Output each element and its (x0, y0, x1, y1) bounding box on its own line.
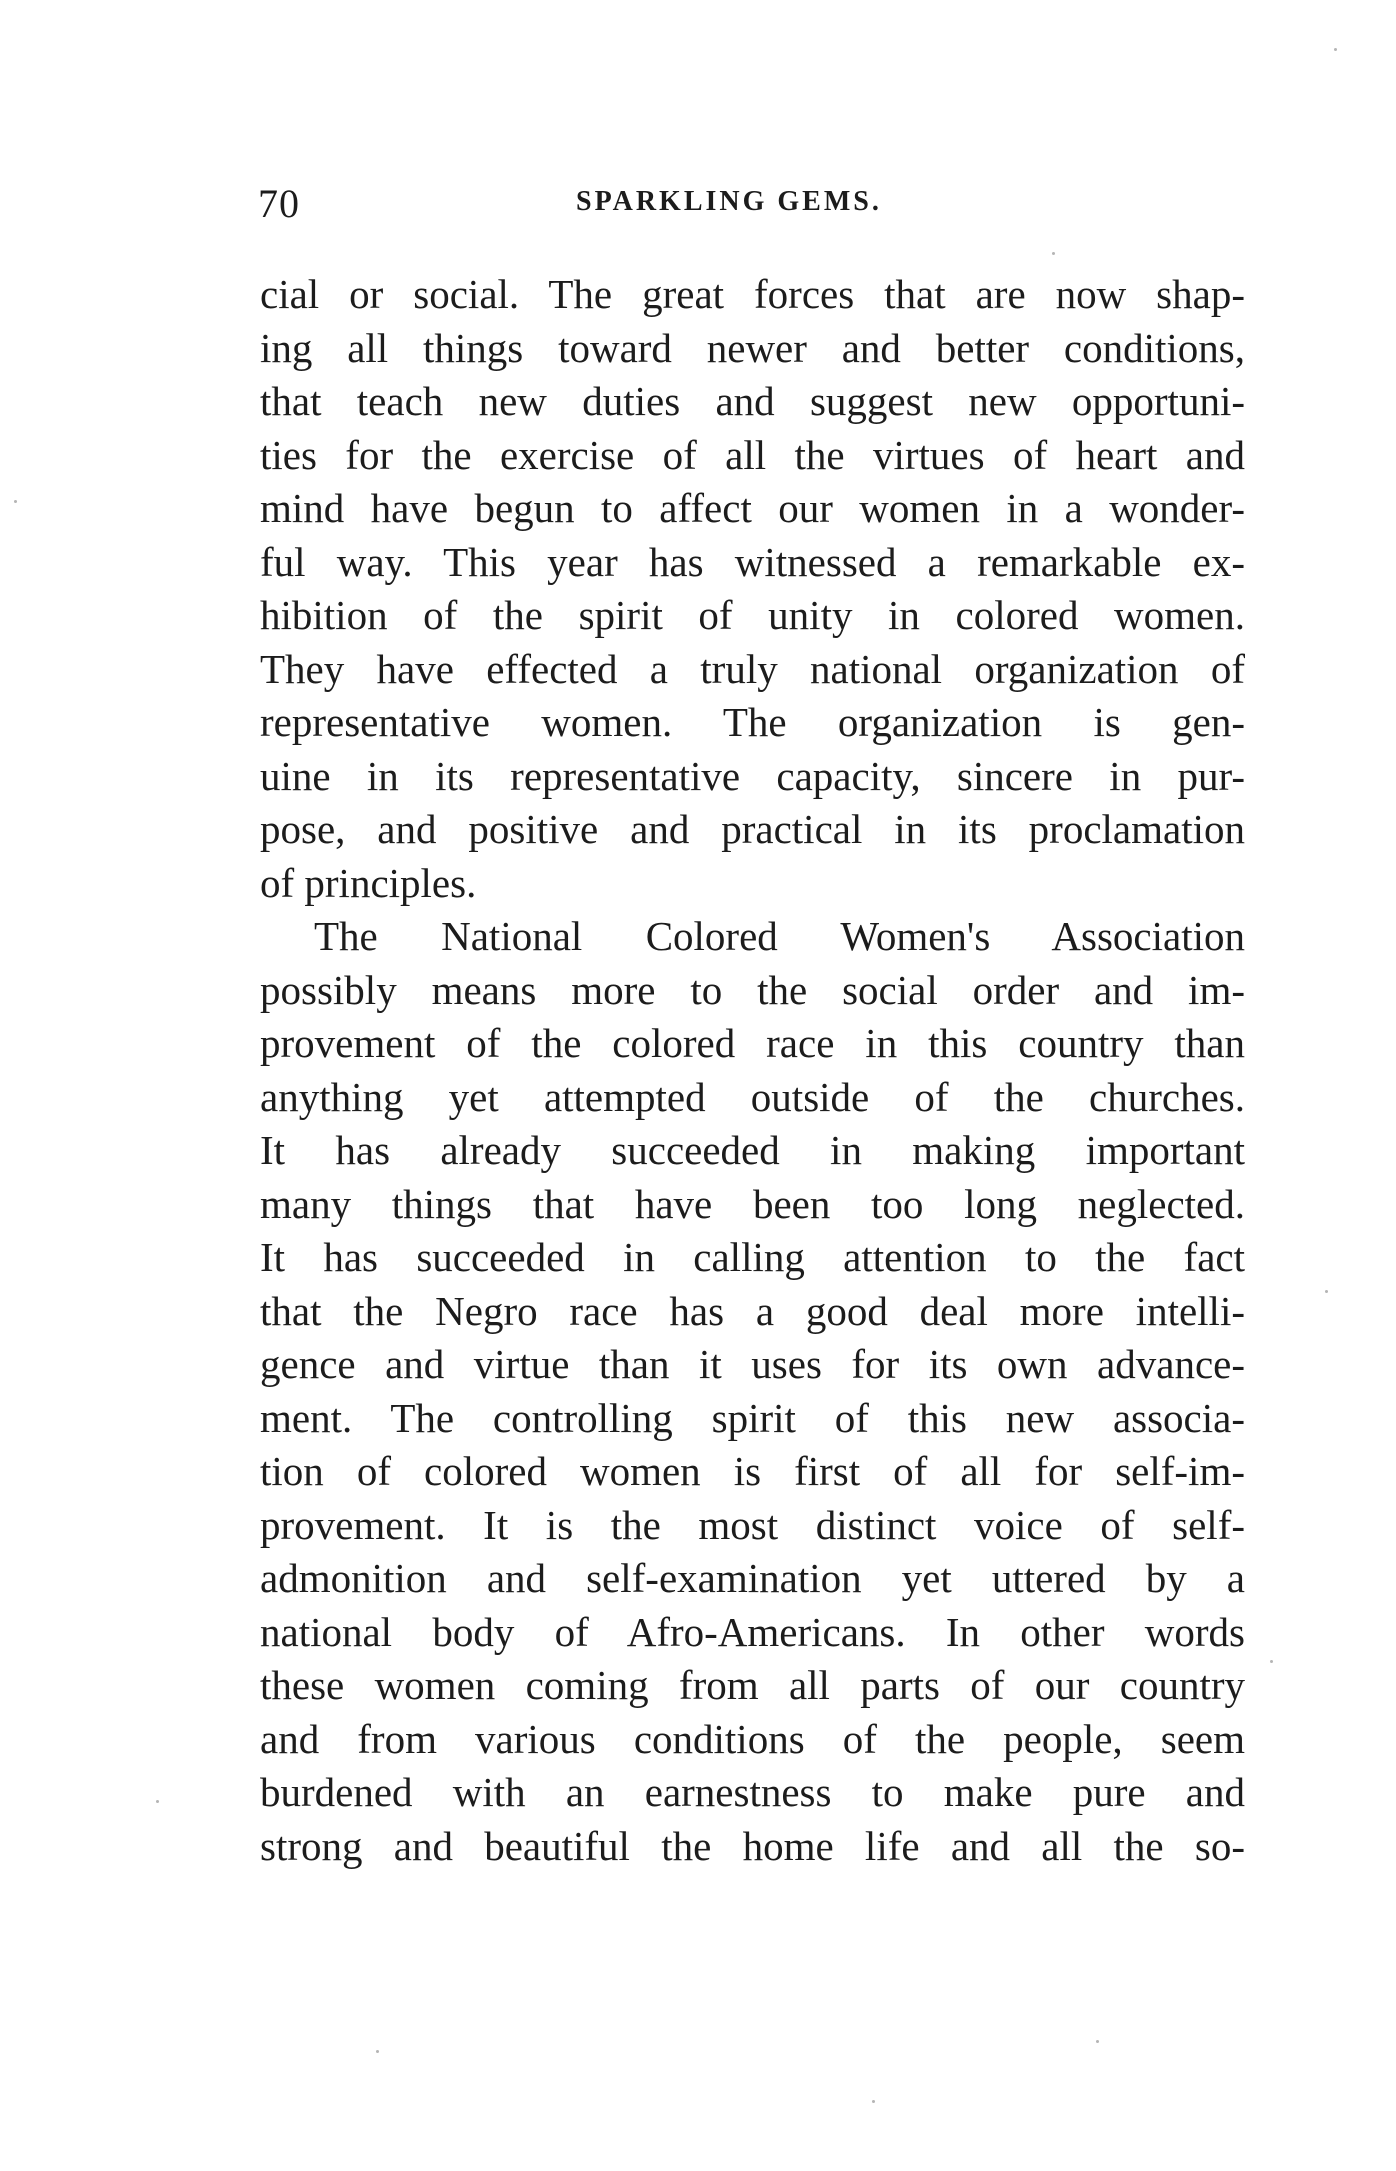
text-line: possibly means more to the social order and im- (260, 966, 1245, 1013)
running-title: SPARKLING GEMS. (576, 186, 882, 217)
text-line: admonition and self-examination yet uttered by a (260, 1555, 1245, 1601)
text-line: pose, and positive and practical in its proclamation (260, 806, 1245, 852)
text-line: The National Colored Women's Association (314, 913, 1245, 959)
text-line: that the Negro race has a good deal more intelli- (260, 1287, 1245, 1334)
text-line: uine in its representative capacity, sincere in pur- (260, 752, 1245, 799)
page-number: 70 (258, 181, 300, 226)
text-line: representative women. The organization is gen- (260, 699, 1245, 745)
text-line: gence and virtue than it uses for its own advance- (260, 1341, 1245, 1387)
text-line: provement. It is the most distinct voice of self- (260, 1501, 1245, 1548)
text-line: of principles. (260, 859, 477, 906)
text-line: these women coming from all parts of our country (260, 1662, 1245, 1708)
text-line: It has succeeded in calling attention to the fact (260, 1234, 1245, 1280)
text-line: cial or social. The great forces that are now shap- (260, 271, 1245, 317)
running-head (258, 180, 1258, 240)
paper-speck (376, 2050, 379, 2053)
text-line: ful way. This year has witnessed a remarkable ex- (260, 538, 1245, 585)
text-line: provement of the colored race in this country than (260, 1020, 1245, 1066)
paper-speck (156, 1800, 159, 1803)
paper-speck (1096, 2040, 1099, 2043)
text-line: burdened with an earnestness to make pure and (260, 1769, 1245, 1815)
text-line: many things that have been too long neglected. (260, 1180, 1245, 1227)
paper-speck (1334, 48, 1337, 51)
text-line: mind have begun to affect our women in a wonder- (260, 485, 1245, 531)
text-line: It has already succeeded in making important (260, 1127, 1245, 1173)
paper-speck (872, 2100, 875, 2103)
paper-speck (1052, 252, 1055, 255)
text-line: ment. The controlling spirit of this new associa- (260, 1394, 1245, 1441)
text-line: and from various conditions of the people, seem (260, 1715, 1245, 1762)
body-text (260, 268, 1245, 1873)
text-line: strong and beautiful the home life and all the so- (260, 1822, 1245, 1869)
text-line: anything yet attempted outside of the churches. (260, 1073, 1245, 1120)
paper-speck (1270, 1660, 1273, 1663)
text-line: They have effected a truly national organization of (260, 645, 1245, 692)
text-line: that teach new duties and suggest new opportuni- (260, 378, 1245, 424)
text-line: hibition of the spirit of unity in colored women. (260, 592, 1245, 638)
text-line: national body of Afro-Americans. In other words (260, 1608, 1245, 1655)
paragraph (260, 910, 1245, 1873)
paper-speck (1325, 1290, 1328, 1293)
paragraph (260, 268, 1245, 910)
paper-speck (14, 500, 17, 503)
text-line: ing all things toward newer and better conditions, (260, 324, 1245, 371)
text-line: ties for the exercise of all the virtues of heart and (260, 431, 1245, 478)
text-line: tion of colored women is first of all for self-im- (260, 1448, 1245, 1494)
